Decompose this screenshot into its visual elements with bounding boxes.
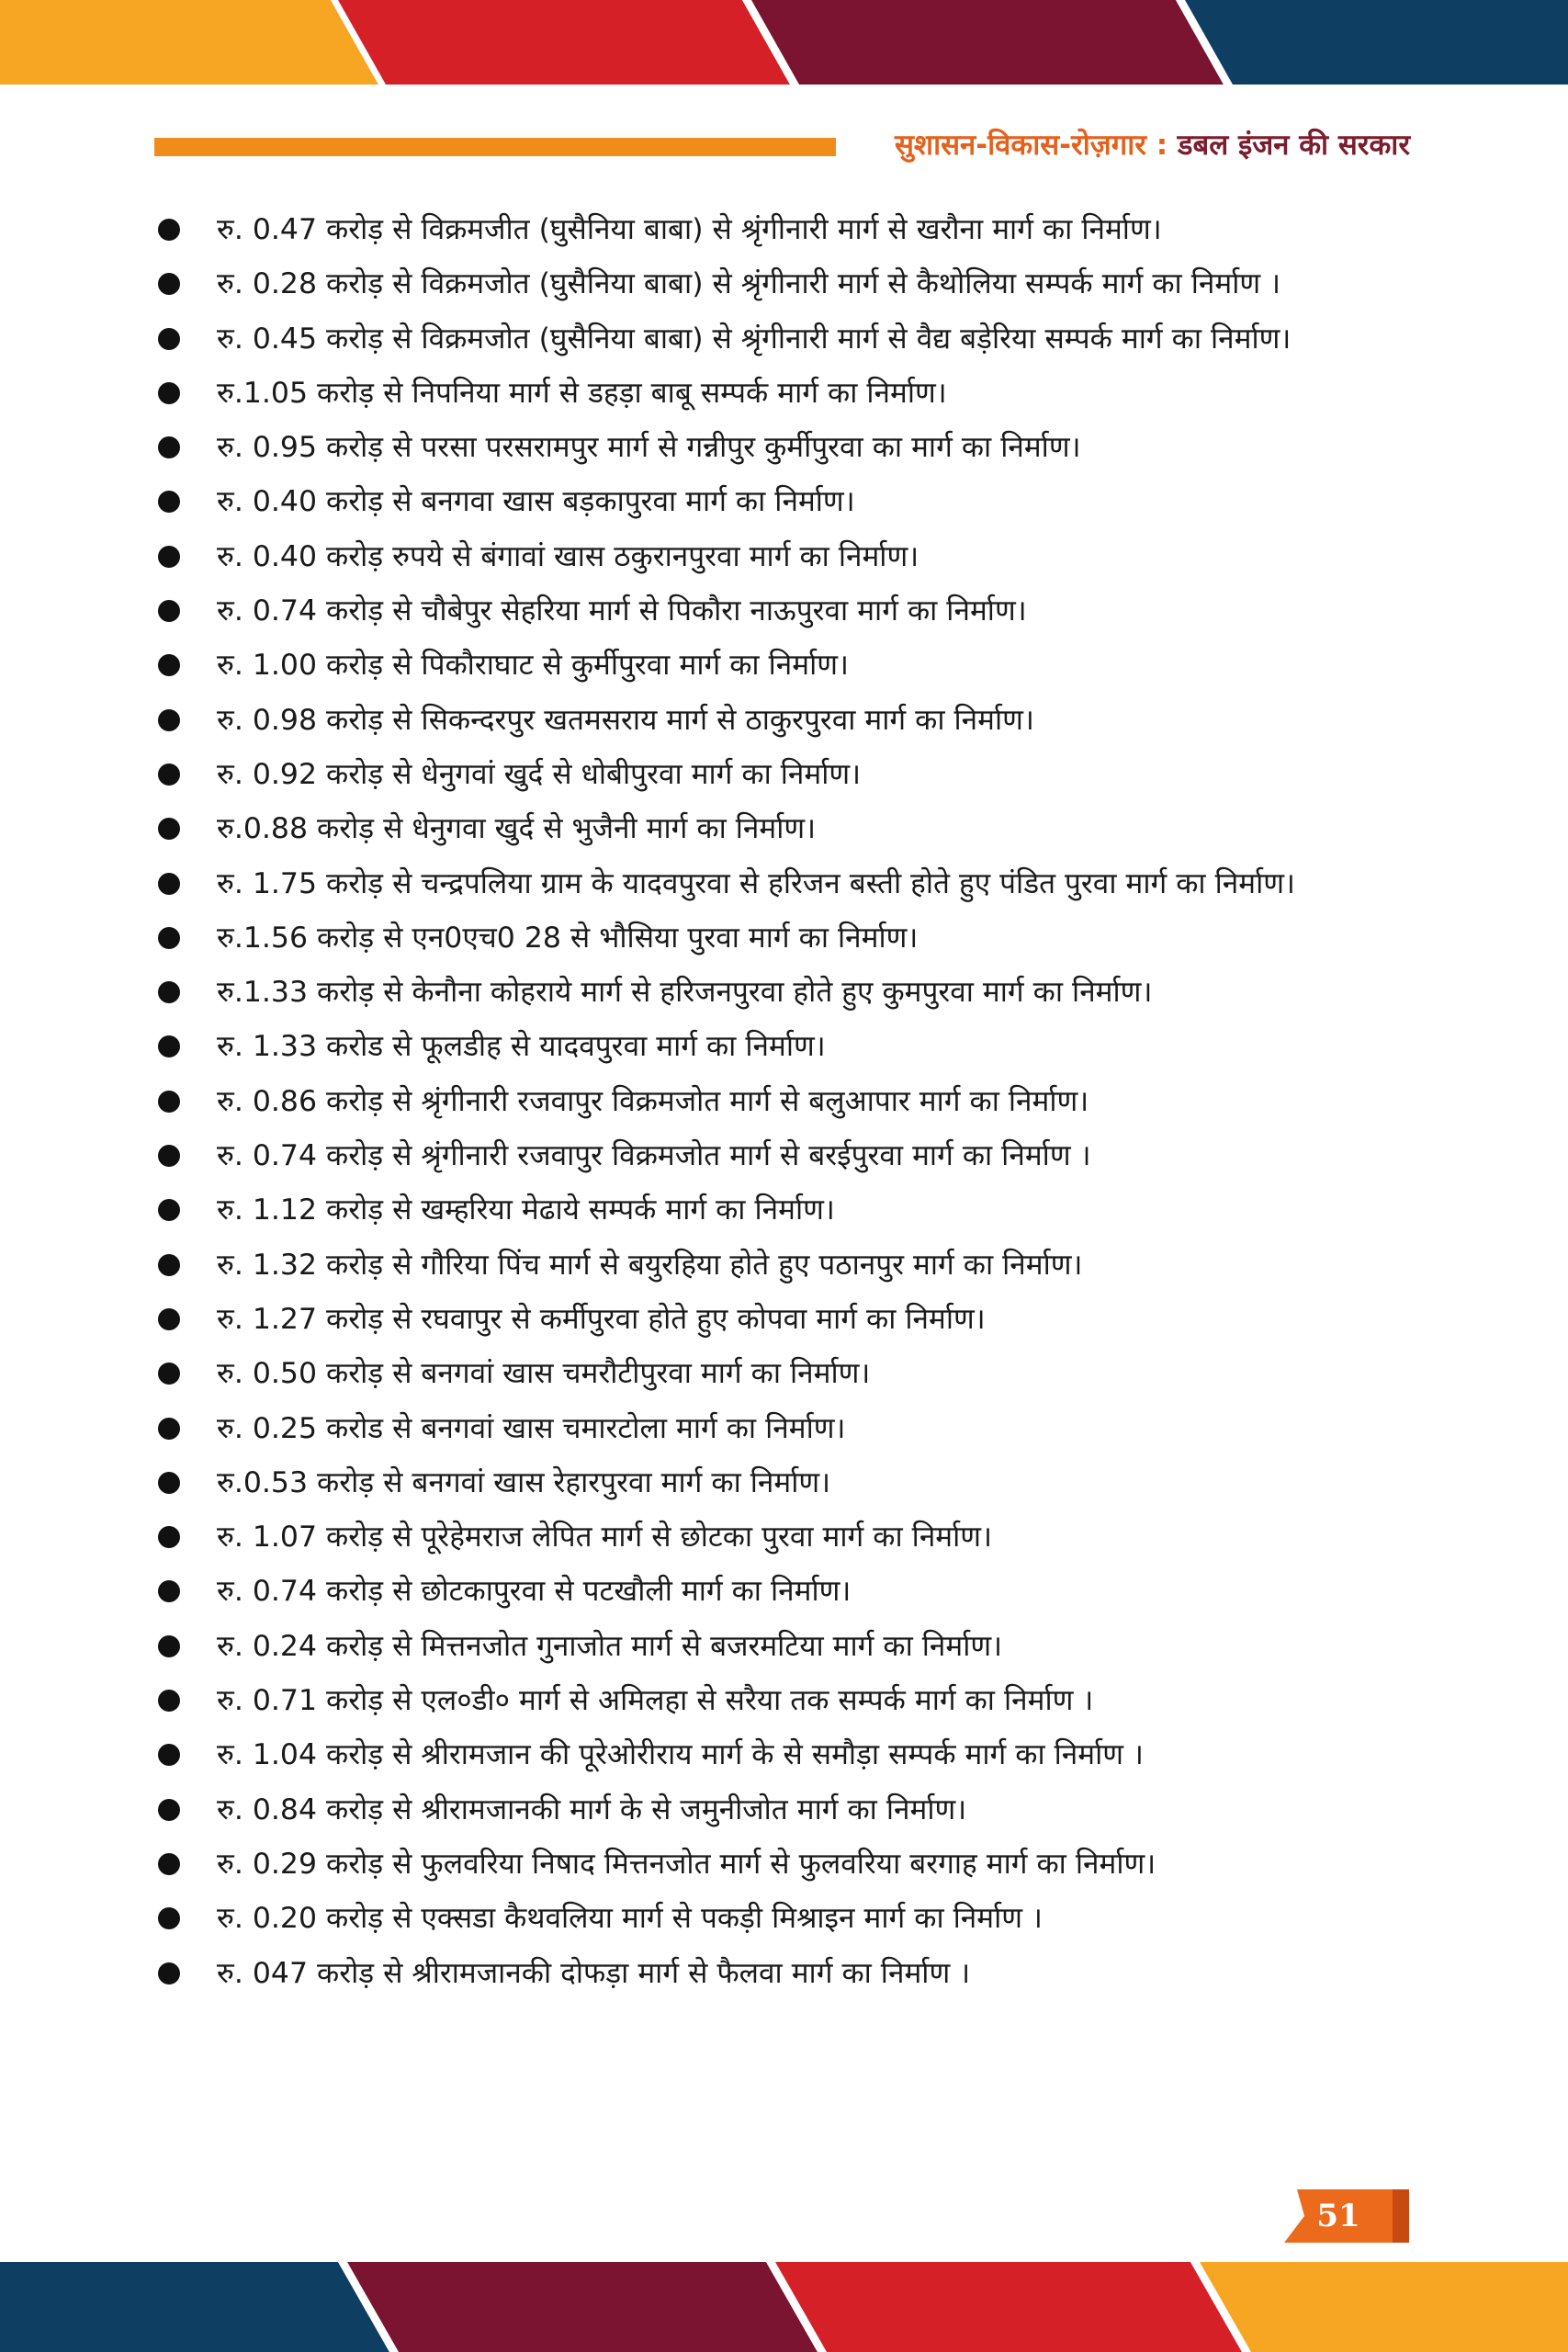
- list-item: [147, 698, 1415, 743]
- list-item-text: रु.0.88 करोड़ से धेनुगवा खुर्द से भुजैनी मार्ग का निर्माण।: [217, 812, 817, 846]
- list-item: [147, 1951, 1415, 1996]
- list-item: [147, 1188, 1415, 1233]
- list-item: [147, 1788, 1415, 1833]
- bullet-icon: [158, 1472, 180, 1494]
- bullet-icon: [158, 873, 180, 895]
- list-item: [147, 1515, 1415, 1560]
- bullet-icon: [158, 600, 180, 622]
- bullet-icon: [158, 436, 180, 458]
- list-item-text: रु.1.56 करोड़ से एन0एच0 28 से भौसिया पुरवा मार्ग का निर्माण।: [217, 921, 919, 955]
- header-title-part2: डबल इंजन की सरकार: [1168, 129, 1410, 162]
- bullet-icon: [158, 1690, 180, 1712]
- list-item-text: रु. 1.75 करोड़ से चन्द्रपलिया ग्राम के यादवपुरवा से हरिजन बस्ती होते हुए पंडित पुरवा मार्ग का निर्माण।: [217, 866, 1295, 900]
- bullet-icon: [158, 1145, 180, 1167]
- bullet-icon: [158, 382, 180, 404]
- bullet-icon: [158, 818, 180, 840]
- list-item: [147, 970, 1415, 1015]
- list-item: [147, 535, 1415, 580]
- list-item: [147, 1679, 1415, 1724]
- bullet-icon: [158, 1308, 180, 1330]
- bullet-icon: [158, 1363, 180, 1385]
- list-item-text: रु. 0.86 करोड़ से श्रृंगीनारी रजवापुर विक्रमजोत मार्ग से बलुआपार मार्ग का निर्माण।: [217, 1084, 1089, 1118]
- list-item-text: रु. 1.32 करोड़ से गौरिया पिंच मार्ग से बयुरहिया होते हुए पठानपुर मार्ग का निर्माण।: [217, 1248, 1083, 1282]
- list-item-text: रु. 1.27 करोड़ से रघवापुर से कर्मीपुरवा होते हुए कोपवा मार्ग का निर्माण।: [217, 1302, 986, 1336]
- bottom-color-band: [0, 2262, 1568, 2352]
- list-item-text: रु.1.05 करोड़ से निपनिया मार्ग से डहड़ा बाबू सम्पर्क मार्ग का निर्माण।: [217, 376, 947, 410]
- bullet-icon: [158, 1853, 180, 1875]
- list-item: [147, 262, 1415, 307]
- list-item: [147, 1024, 1415, 1069]
- bullet-icon: [158, 981, 180, 1003]
- list-item: [147, 752, 1415, 797]
- bullet-icon: [158, 1799, 180, 1821]
- list-item-text: रु. 0.40 करोड़ रुपये से बंगावां खास ठकुरानपुरवा मार्ग का निर्माण।: [217, 539, 919, 573]
- bullet-icon: [158, 1418, 180, 1440]
- top-band-graphic: [0, 0, 1568, 85]
- list-item-text: रु. 0.47 करोड़ से विक्रमजीत (घुसैनिया बाबा) से श्रृंगीनारी मार्ग से खरौना मार्ग का निर्माण।: [217, 213, 1162, 246]
- list-item-text: रु. 0.84 करोड़ से श्रीरामजानकी मार्ग के से जमुनीजोत मार्ग का निर्माण।: [217, 1792, 967, 1826]
- list-item: [147, 1080, 1415, 1125]
- bullet-icon: [158, 654, 180, 676]
- header-title: [895, 121, 1410, 169]
- list-item-text: रु. 0.74 करोड़ से श्रृंगीनारी रजवापुर विक्रमजोत मार्ग से बरईपुरवा मार्ग का निर्माण ।: [217, 1139, 1091, 1173]
- list-item-text: रु.1.33 करोड़ से केनौना कोहराये मार्ग से हरिजनपुरवा होते हुए कुमपुरवा मार्ग का निर्माण।: [217, 976, 1153, 1010]
- list-item-text: रु. 0.20 करोड़ से एक्सडा कैथवलिया मार्ग से पकड़ी मिश्राइन मार्ग का निर्माण ।: [217, 1902, 1043, 1936]
- page-number: 51: [1316, 2198, 1360, 2234]
- bullet-icon: [158, 1091, 180, 1113]
- list-item: [147, 425, 1415, 470]
- top-color-band: [0, 0, 1568, 85]
- bullet-icon: [158, 709, 180, 731]
- list-item-text: रु. 1.00 करोड़ से पिकौराघाट से कुर्मीपुरवा मार्ग का निर्माण।: [217, 649, 849, 683]
- list-item-text: रु. 1.12 करोड़ से खम्हरिया मेढाये सम्पर्क मार्ग का निर्माण।: [217, 1193, 835, 1227]
- header-rule: [154, 138, 836, 156]
- bullet-icon: [158, 219, 180, 241]
- bullet-icon: [158, 491, 180, 513]
- list-item: [147, 480, 1415, 525]
- list-item-text: रु. 0.40 करोड़ से बनगवा खास बड़कापुरवा मार्ग का निर्माण।: [217, 485, 855, 519]
- header-title-part1: सुशासन-विकास-रोज़गार :: [895, 129, 1168, 162]
- list-item: [147, 916, 1415, 961]
- list-item: [147, 1842, 1415, 1887]
- bullet-icon: [158, 763, 180, 786]
- list-item-text: रु. 0.50 करोड़ से बनगवां खास चमरौटीपुरवा मार्ग का निर्माण।: [217, 1357, 871, 1391]
- bullet-icon: [158, 1526, 180, 1548]
- list-item-text: रु. 047 करोड़ से श्रीरामजानकी दोफड़ा मार्ग से फैलवा मार्ग का निर्माण ।: [217, 1956, 971, 1990]
- bullet-icon: [158, 1254, 180, 1276]
- list-item: [147, 1569, 1415, 1614]
- bullet-icon: [158, 546, 180, 568]
- bullet-icon: [158, 1962, 180, 1984]
- list-item-text: रु. 0.98 करोड़ से सिकन्दरपुर खतमसराय मार्ग से ठाकुरपुरवा मार्ग का निर्माण।: [217, 703, 1034, 737]
- list-item: [147, 862, 1415, 907]
- list-item: [147, 317, 1415, 362]
- list-item-text: रु. 0.74 करोड़ से छोटकापुरवा से पटखौली मार्ग का निर्माण।: [217, 1575, 852, 1609]
- list-item-text: रु. 0.29 करोड़ से फुलवरिया निषाद मित्तनजोत मार्ग से फुलवरिया बरगाह मार्ग का निर्माण।: [217, 1847, 1156, 1881]
- list-item-text: रु. 0.45 करोड़ से विक्रमजोत (घुसैनिया बाबा) से श्रृंगीनारी मार्ग से वैद्य बड़ेरिया सम्पर्क मार्ग का निर्माण।: [217, 322, 1292, 356]
- list-item-text: रु. 0.28 करोड़ से विक्रमजोत (घुसैनिया बाबा) से श्रृंगीनारी मार्ग से कैथोलिया सम्पर्क मार्ग का निर्माण ।: [217, 267, 1281, 301]
- list-item: [147, 1243, 1415, 1288]
- list-item-text: रु. 1.07 करोड़ से पूरेहेमराज लेपित मार्ग से छोटका पुरवा मार्ग का निर्माण।: [217, 1521, 993, 1555]
- list-item-text: रु. 0.25 करोड से बनगवां खास चमारटोला मार्ग का निर्माण।: [217, 1411, 846, 1445]
- list-item: [147, 1407, 1415, 1452]
- list-item-text: रु.0.53 करोड़ से बनगवां खास रेहारपुरवा मार्ग का निर्माण।: [217, 1465, 831, 1499]
- list-item: [147, 1351, 1415, 1396]
- bullet-icon: [158, 1635, 180, 1657]
- list-item-text: रु. 0.92 करोड़ से धेनुगवां खुर्द से धोबीपुरवा मार्ग का निर्माण।: [217, 757, 862, 791]
- list-item-text: रु. 0.24 करोड़ से मित्तनजोत गुनाजोत मार्ग से बजरमटिया मार्ग का निर्माण।: [217, 1629, 1003, 1663]
- project-list: [147, 208, 1415, 2006]
- bullet-icon: [158, 1199, 180, 1221]
- list-item-text: रु. 1.04 करोड़ से श्रीरामजान की पूरेओरीराय मार्ग के से समौड़ा सम्पर्क मार्ग का निर्माण ।: [217, 1738, 1144, 1772]
- bullet-icon: [158, 328, 180, 350]
- list-item: [147, 807, 1415, 852]
- bullet-icon: [158, 927, 180, 949]
- bullet-icon: [158, 1580, 180, 1602]
- list-item: [147, 1896, 1415, 1941]
- list-item: [147, 589, 1415, 634]
- list-item: [147, 1461, 1415, 1506]
- bottom-band-graphic: [0, 2262, 1568, 2352]
- list-item: [147, 371, 1415, 416]
- bullet-icon: [158, 1907, 180, 1929]
- list-item-text: रु. 0.74 करोड़ से चौबेपुर सेहरिया मार्ग से पिकौरा नाऊपुरवा मार्ग का निर्माण।: [217, 594, 1027, 628]
- list-item-text: रु. 1.33 करोड से फूलडीह से यादवपुरवा मार्ग का निर्माण।: [217, 1030, 826, 1064]
- page-number-tab: [1284, 2189, 1409, 2243]
- list-item: [147, 1733, 1415, 1778]
- list-item: [147, 208, 1415, 253]
- list-item: [147, 1624, 1415, 1669]
- list-item: [147, 643, 1415, 688]
- bullet-icon: [158, 273, 180, 295]
- list-item: [147, 1134, 1415, 1179]
- bullet-icon: [158, 1744, 180, 1766]
- bullet-icon: [158, 1035, 180, 1057]
- list-item: [147, 1297, 1415, 1342]
- list-item-text: रु. 0.71 करोड़ से एल०डी० मार्ग से अमिलहा से सरैया तक सम्पर्क मार्ग का निर्माण ।: [217, 1684, 1094, 1718]
- list-item-text: रु. 0.95 करोड़ से परसा परसरामपुर मार्ग से गन्नीपुर कुर्मीपुरवा का मार्ग का निर्माण।: [217, 431, 1081, 465]
